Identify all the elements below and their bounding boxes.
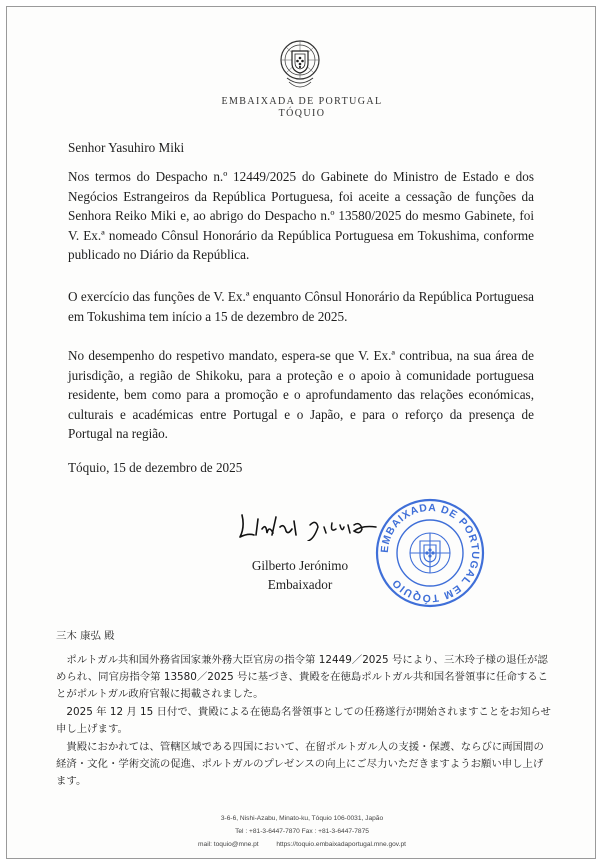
paragraph-appointment: Nos termos do Despacho n.º 12449/2025 do Gabinete do Ministro de Estado e dos Negócios Estrangeiros da República Portuguesa, foi aceite a cessação de funções da Senhora Reiko Miki e, ao abrigo do Despacho n.º 13580/2025 do mesmo Gabinete, foi V. Ex.ª nomeado Cônsul Honorário da República Portuguesa em Tokushima, conforme publicado no Diário da República. [68, 169, 534, 262]
footer-phone-fax [0, 828, 604, 835]
embassy-city: TÓQUIO [278, 108, 326, 119]
handwritten-signature [236, 505, 386, 541]
footer-tel: Tel : +81-3-6447-7870 [235, 828, 300, 835]
signer-name: Gilberto Jerónimo [251, 558, 349, 573]
coat-of-arms-icon [277, 38, 323, 94]
jp-paragraph-start-date: 2025 年 12 月 15 日付で、貴殿による在徳島名誉領事としての任務遂行が開始されますことをお知らせ申し上げます。 [56, 706, 551, 735]
date-line: Tóquio, 15 de dezembro de 2025 [68, 460, 243, 475]
jp-paragraph-appointment: ポルトガル共和国外務省国家兼外務大臣官房の指令第 12449／2025 号により、三木玲子様の退任が認められ、同官房指令第 13580／2025 号に基づき、貴殿を在徳島ポルトガル共和国名誉領事に任命することがポルトガル政府官報に掲載されました。 [56, 654, 549, 700]
footer-address: 3-6-6, Nishi-Azabu, Minato-ku, Tóquio 106-0031, Japão [220, 815, 384, 822]
footer-contact [0, 841, 604, 848]
footer-website[interactable]: https://toquio.embaixadaportugal.mne.gov.pt [276, 841, 406, 848]
salutation: Senhor Yasuhiro Miki [68, 140, 185, 155]
stamp-text: EMBAIXADA DE PORTUGAL EM TÓQUIO [378, 501, 482, 605]
official-seal-stamp [374, 497, 486, 609]
embassy-name: EMBAIXADA DE PORTUGAL [221, 96, 383, 107]
footer-fax: Fax : +81-3-6447-7875 [301, 828, 369, 835]
paragraph-start-date: O exercício das funções de V. Ex.ª enquanto Cônsul Honorário da República Portuguesa em Tokushima tem início a 15 de dezembro de 2025. [68, 289, 534, 324]
signer-title: Embaixador [267, 577, 333, 592]
footer-email[interactable]: mail: toquio@mne.pt [198, 841, 259, 848]
jp-paragraph-mandate: 貴殿におかれては、管轄区域である四国において、在留ポルトガル人の支援・保護、ならびに両国間の経済・文化・学術交流の促進、ポルトガルのプレゼンスの向上にご尽力いただきますようお願い申し上げます。 [56, 741, 544, 787]
paragraph-mandate: No desempenho do respetivo mandato, espera-se que V. Ex.ª contribua, na sua área de jurisdição, a região de Shikoku, para a proteção e o apoio à comunidade portuguesa residente, bem como para a promoção e o aprofundamento das relações económicas, culturais e académicas entre Portugal e o Japão, e para o reforço da presença de Portugal na região. [68, 348, 534, 441]
jp-addressee: 三木 康弘 殿 [56, 630, 115, 642]
